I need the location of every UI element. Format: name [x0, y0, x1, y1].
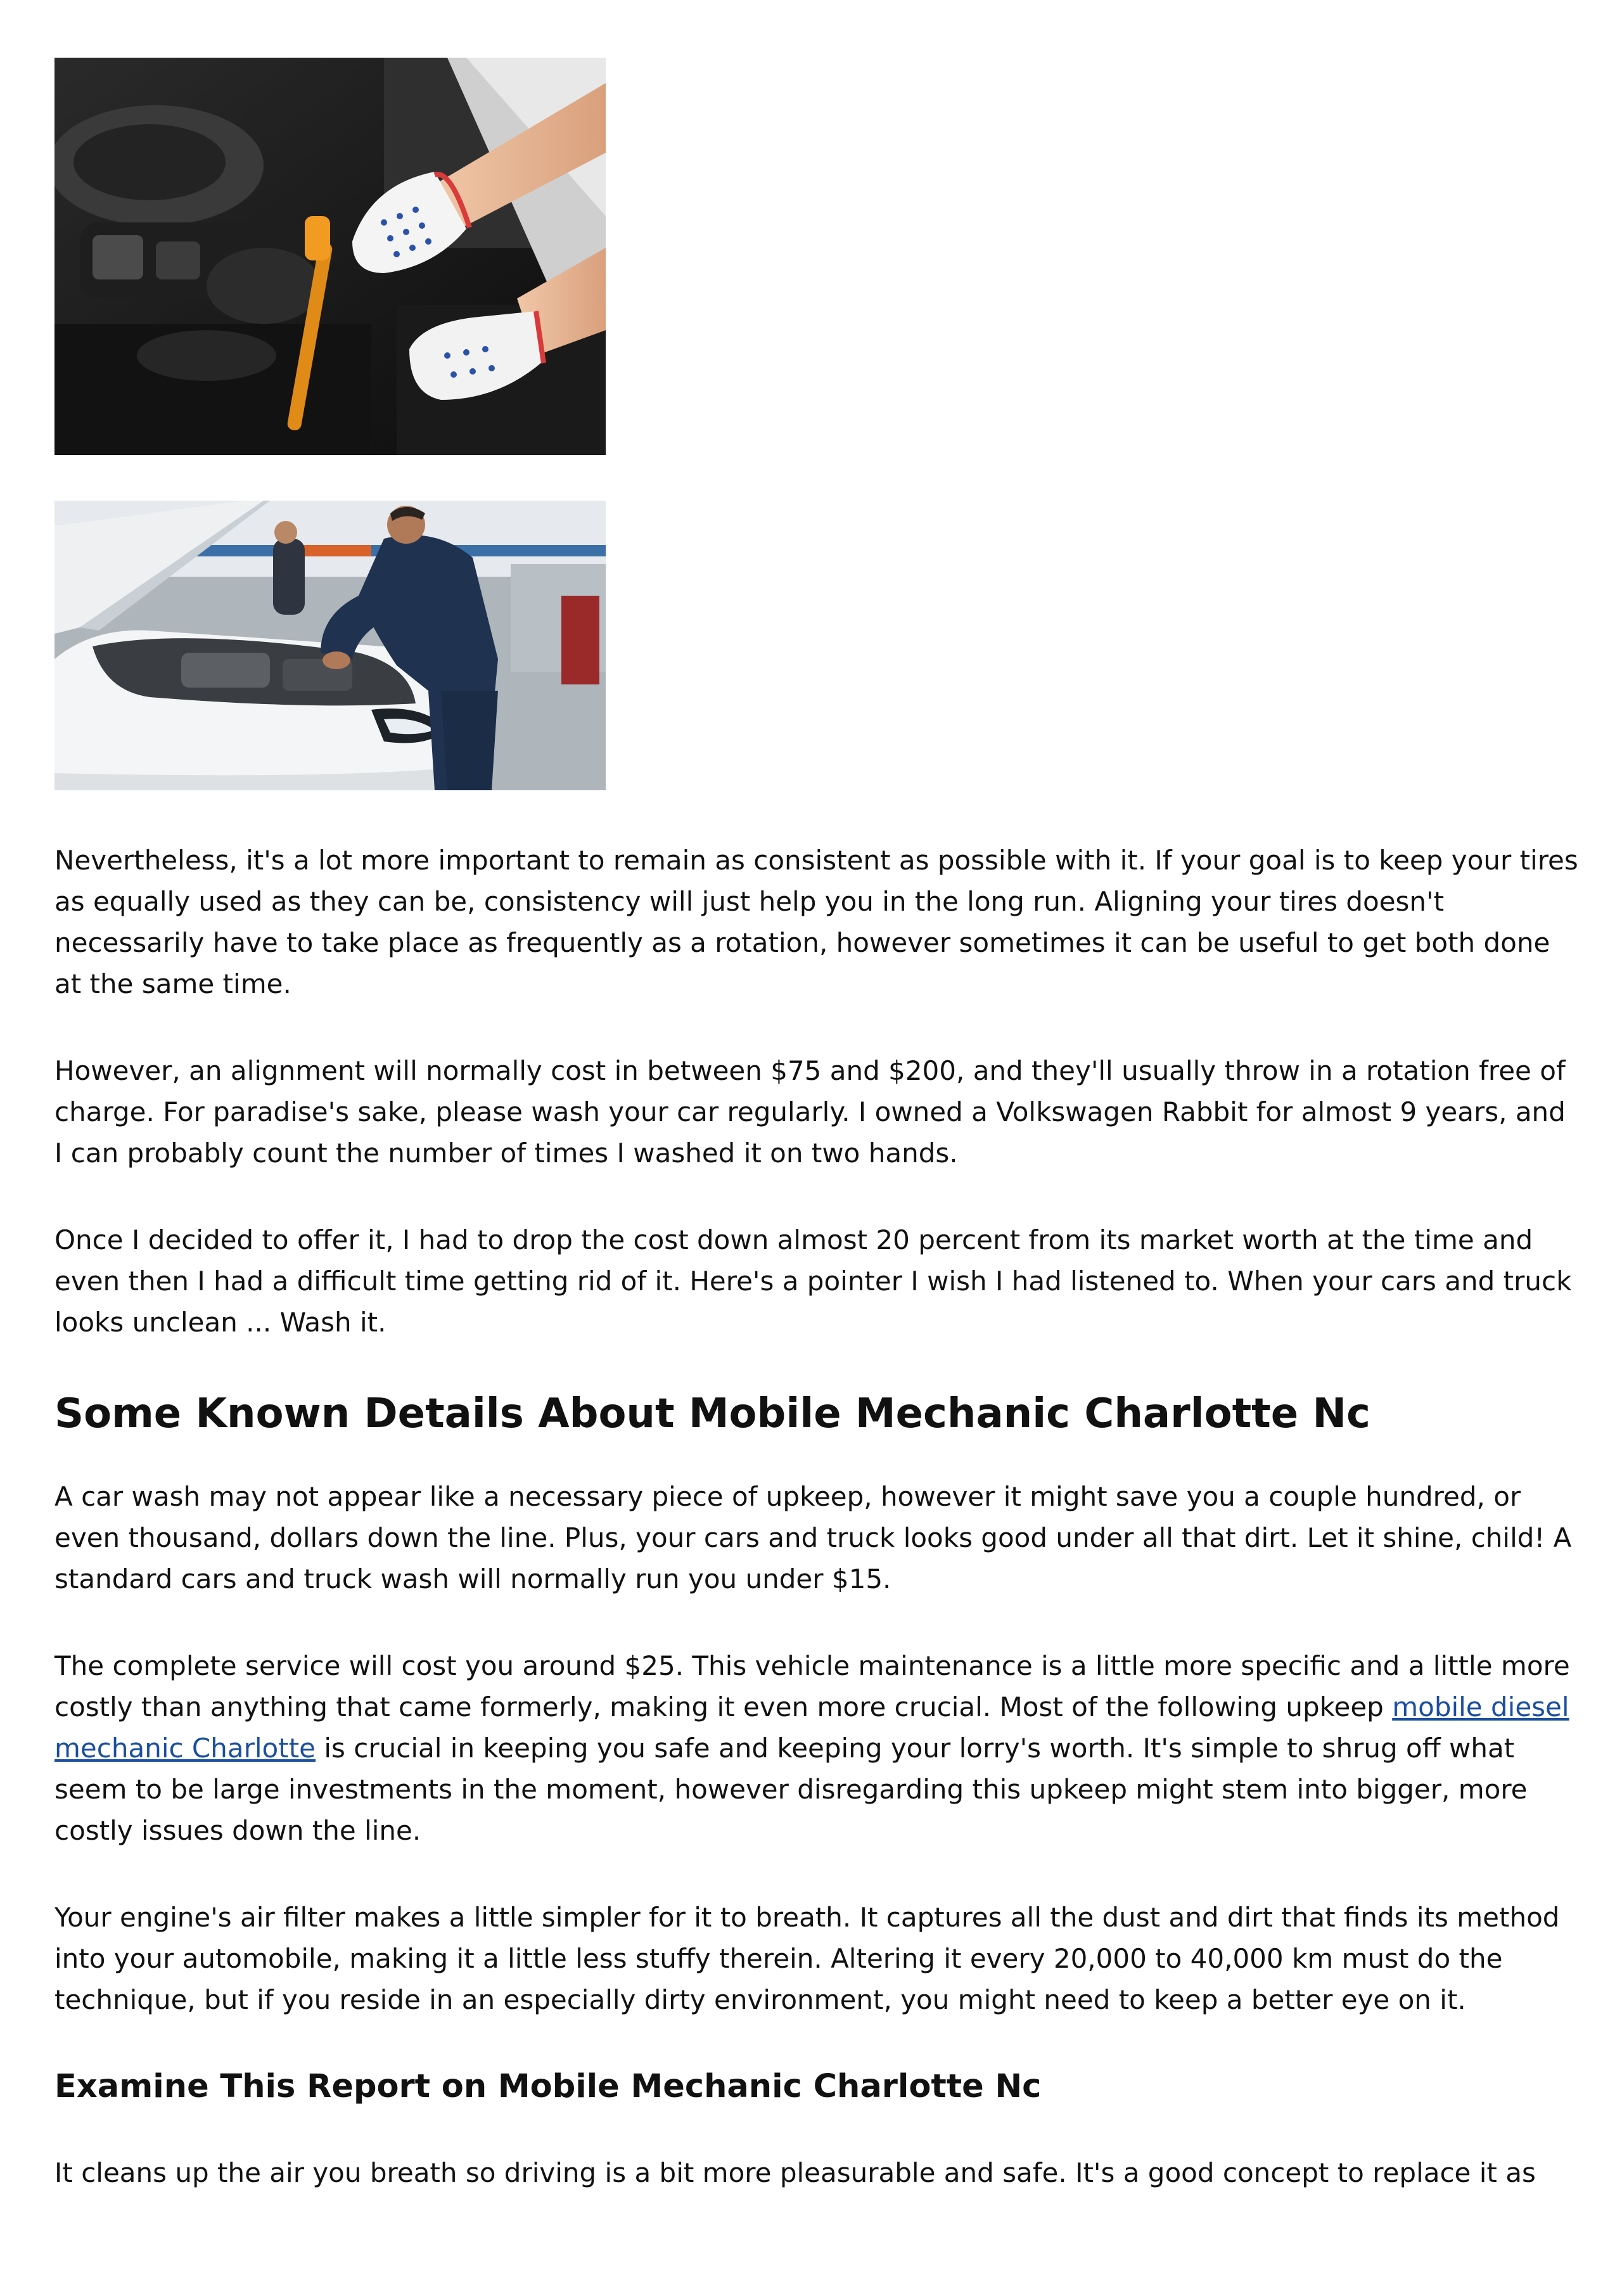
article-paragraph: Your engine's air filter makes a little simpler for it to breath. It captures all the dust and dirt that finds its method into your automobile, making it a little less stuffy therein. Altering it every 20,000 to 40,000 km must do the technique, but if you reside in an especially dirty environment, you might need to keep a better eye on it. — [54, 1902, 1560, 2015]
article-paragraph: Once I decided to offer it, I had to drop the cost down almost 20 percent from its market worth at the time and even then I had a difficult time getting rid of it. Here's a pointer I wish I had listened to. When your cars and truck looks unclean ... Wash it. — [54, 1224, 1572, 1338]
engine-oil-check-photo — [54, 58, 606, 455]
mechanic-car-engine-photo — [54, 501, 606, 790]
article-paragraph-with-link — [54, 1645, 1581, 1851]
paragraph-text-before-link: The complete service will cost you around $25. This vehicle maintenance is a little more specific and a little more costly than anything that came formerly, making it even more crucial. Most of the following upkeep — [54, 1650, 1570, 1722]
section-heading: Some Known Details About Mobile Mechanic Charlotte Nc — [54, 1390, 1370, 1437]
article-paragraph: A car wash may not appear like a necessary piece of upkeep, however it might save you a couple hundred, or even thousand, dollars down the line. Plus, your cars and truck looks good under all that dirt. Let it shine, child! A standard cars and truck wash will normally run you under $15. — [54, 1481, 1572, 1594]
article-paragraph: It cleans up the air you breath so driving is a bit more pleasurable and safe. It's a good concept to replace it as — [54, 2157, 1536, 2188]
paragraph-text-after-link: is crucial in keeping you safe and keeping your lorry's worth. It's simple to shrug off what seem to be large investments in the moment, however disregarding this upkeep might stem into bigger, more costly issues down the line. — [54, 1733, 1528, 1846]
mechanic-car-engine-illustration — [54, 501, 606, 790]
engine-oil-check-illustration — [54, 58, 606, 455]
article-paragraph: Nevertheless, it's a lot more important to remain as consistent as possible with it. If your goal is to keep your tires as equally used as they can be, consistency will just help you in the long run. Aligning your tires doesn't necessarily have to take place as frequently as a rotation, however sometimes it can be useful to get both done at the same time. — [54, 845, 1578, 999]
article-body — [54, 840, 1581, 2193]
mobile-diesel-mechanic-link[interactable]: mobile diesel mechanic Charlotte — [54, 1691, 1569, 1764]
subsection-heading: Examine This Report on Mobile Mechanic Charlotte Nc — [54, 2068, 1042, 2105]
article-paragraph: However, an alignment will normally cost in between $75 and $200, and they'll usually throw in a rotation free of charge. For paradise's sake, please wash your car regularly. I owned a Volkswagen Rabbit for almost 9 years, and I can probably count the number of times I washed it on two hands. — [54, 1055, 1566, 1169]
article-page — [54, 58, 1581, 2239]
